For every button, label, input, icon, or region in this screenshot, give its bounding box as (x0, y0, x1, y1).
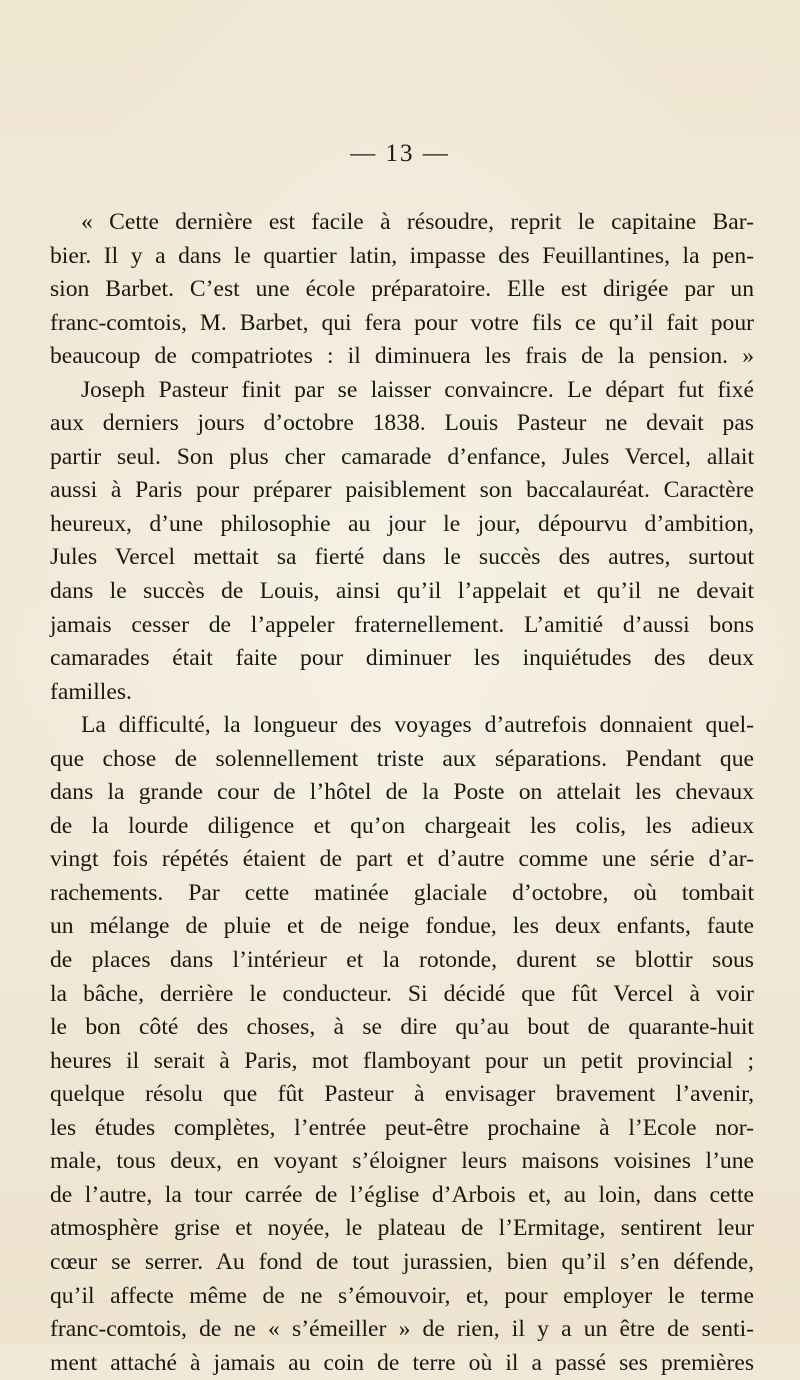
text-line: sion Barbet. C’est une école préparatoire. Elle est dirigée par un (50, 276, 754, 303)
text-line: La difficulté, la longueur des voyages d’autrefois donnaient quel- (81, 712, 754, 739)
text-line: beaucoup de compatriotes : il diminuera les frais de la pension. » (50, 343, 754, 370)
text-line: ment attaché à jamais au coin de terre où il a passé ses premières (50, 1349, 754, 1376)
text-line: heureux, d’une philosophie au jour le jour, dépourvu d’ambition, (50, 510, 754, 537)
text-line: vingt fois répétés étaient de part et d’autre comme une série d’ar- (50, 846, 754, 873)
text-line: quelque résolu que fût Pasteur à envisager bravement l’avenir, (50, 1081, 754, 1108)
text-line: de places dans l’intérieur et la rotonde, durent se blottir sous (50, 947, 754, 974)
text-line: franc-comtois, de ne « s’émeiller » de rien, il y a un être de senti- (50, 1316, 754, 1343)
text-line: jamais cesser de l’appeler fraternellement. L’amitié d’aussi bons (50, 611, 754, 638)
page-number: — 13 — (350, 140, 450, 167)
text-line: rachements. Par cette matinée glaciale d’octobre, où tombait (50, 879, 754, 906)
text-line: les études complètes, l’entrée peut-être prochaine à l’Ecole nor- (50, 1114, 754, 1141)
text-line: de l’autre, la tour carrée de l’église d’Arbois et, au loin, dans cette (50, 1181, 754, 1208)
text-line: le bon côté des choses, à se dire qu’au bout de quarante-huit (50, 1014, 754, 1041)
text-line: Jules Vercel mettait sa fierté dans le succès des autres, surtout (50, 544, 754, 571)
text-line: aussi à Paris pour préparer paisiblement son baccalauréat. Caractère (50, 477, 754, 504)
text-line: « Cette dernière est facile à résoudre, reprit le capitaine Bar- (81, 209, 754, 235)
body-text (50, 206, 754, 1380)
text-line: un mélange de pluie et de neige fondue, les deux enfants, faute (50, 913, 754, 940)
text-line: familles. (50, 678, 132, 705)
text-line: camarades était faite pour diminuer les inquiétudes des deux (50, 645, 754, 672)
text-line: bier. Il y a dans le quartier latin, impasse des Feuillantines, la pen- (50, 242, 754, 269)
text-line: Joseph Pasteur finit par se laisser convaincre. Le départ fut fixé (81, 376, 754, 403)
text-line: dans le succès de Louis, ainsi qu’il l’appelait et qu’il ne devait (50, 578, 754, 605)
text-line: de la lourde diligence et qu’on chargeait les colis, les adieux (50, 812, 754, 839)
text-line: dans la grande cour de l’hôtel de la Poste on attelait les chevaux (50, 779, 754, 806)
text-line: atmosphère grise et noyée, le plateau de l’Ermitage, sentirent leur (50, 1215, 754, 1242)
text-line: partir seul. Son plus cher camarade d’enfance, Jules Vercel, allait (50, 443, 754, 470)
text-line: aux derniers jours d’octobre 1838. Louis Pasteur ne devait pas (50, 410, 754, 437)
text-line: cœur se serrer. Au fond de tout jurassien, bien qu’il s’en défende, (50, 1248, 754, 1275)
text-line: heures il serait à Paris, mot flamboyant pour un petit provincial ; (50, 1047, 754, 1074)
text-line: male, tous deux, en voyant s’éloigner leurs maisons voisines l’une (50, 1148, 754, 1175)
text-line: qu’il affecte même de ne s’émouvoir, et, pour employer le terme (50, 1282, 754, 1309)
text-line: que chose de solennellement triste aux séparations. Pendant que (50, 745, 754, 772)
text-line: la bâche, derrière le conducteur. Si décidé que fût Vercel à voir (50, 980, 754, 1007)
text-line: franc-comtois, M. Barbet, qui fera pour votre fils ce qu’il fait pour (50, 309, 754, 336)
